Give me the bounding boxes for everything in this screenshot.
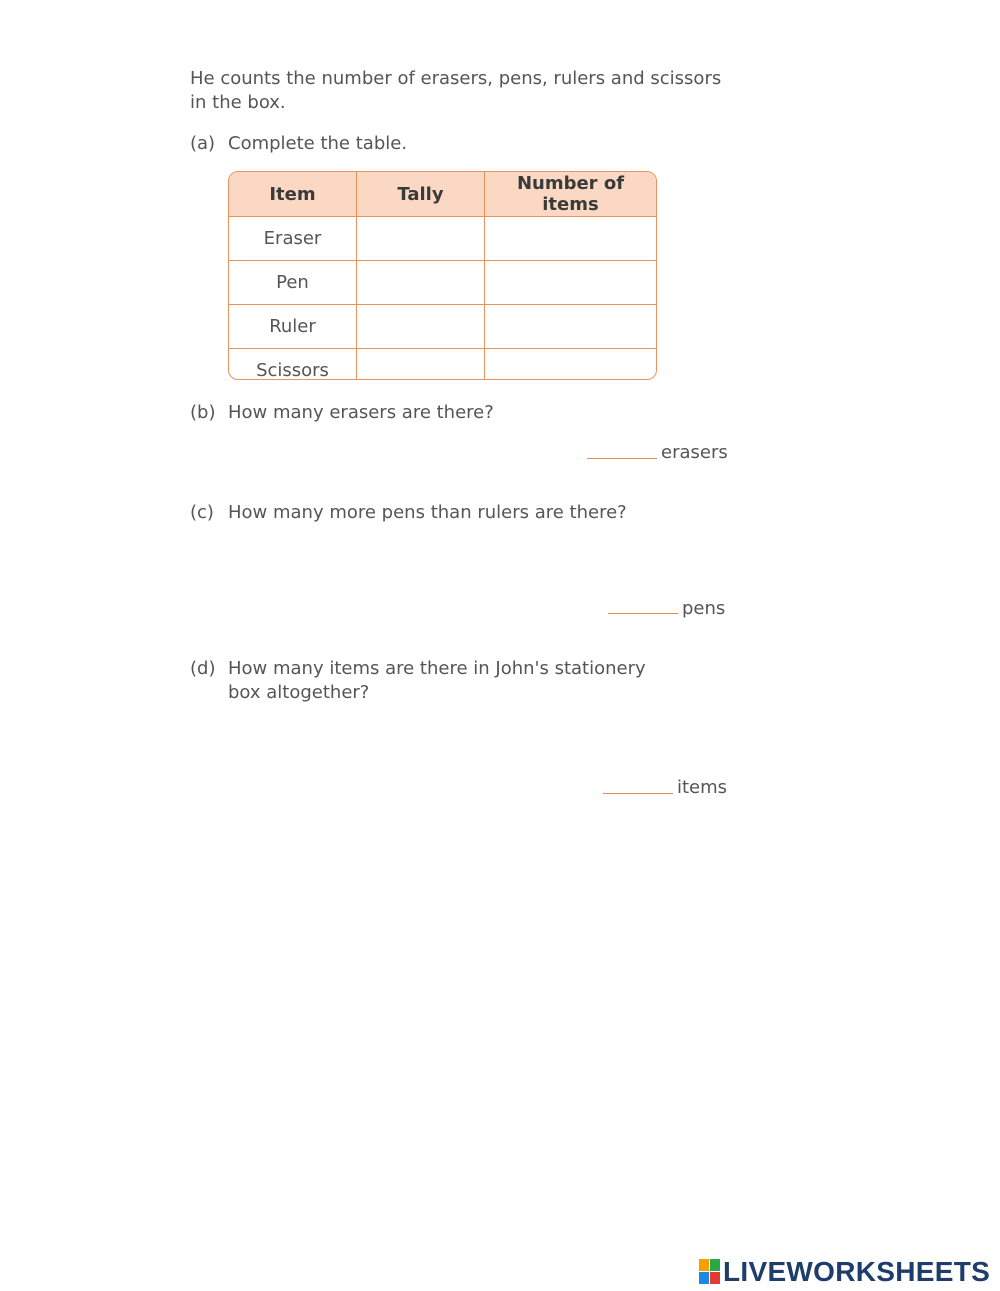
- part-b-label: (b): [190, 402, 216, 423]
- header-item: Item: [229, 172, 357, 217]
- unit-pens: pens: [682, 598, 726, 619]
- table-header-row: [229, 172, 656, 217]
- intro-text: He counts the number of erasers, pens, rulers and scissors in the box.: [190, 68, 722, 113]
- tally-cell-pen[interactable]: [357, 261, 485, 305]
- part-b-text: How many erasers are there?: [228, 402, 494, 423]
- row-item-eraser: Eraser: [229, 217, 357, 261]
- tally-cell-scissors[interactable]: [357, 349, 485, 381]
- row-item-ruler: Ruler: [229, 305, 357, 349]
- logo-text: LIVEWORKSHEETS: [723, 1256, 991, 1287]
- number-cell-ruler[interactable]: [485, 305, 657, 349]
- table-row: [229, 261, 656, 305]
- number-cell-pen[interactable]: [485, 261, 657, 305]
- liveworksheets-logo: [699, 1257, 990, 1287]
- part-a-text: Complete the table.: [228, 133, 408, 154]
- logo-blocks-icon: [699, 1259, 721, 1285]
- answer-blank-b[interactable]: [587, 458, 657, 459]
- tally-cell-ruler[interactable]: [357, 305, 485, 349]
- part-a-label: (a): [190, 133, 216, 154]
- tally-table: [228, 171, 657, 380]
- number-cell-scissors[interactable]: [485, 349, 657, 381]
- answer-blank-d[interactable]: [603, 793, 673, 794]
- part-d-text: How many items are there in John's stationery box altogether?: [228, 658, 646, 703]
- unit-items: items: [677, 777, 728, 798]
- header-tally: Tally: [357, 172, 485, 217]
- table-row: [229, 217, 656, 261]
- unit-erasers: erasers: [661, 442, 728, 463]
- answer-blank-c[interactable]: [608, 613, 678, 614]
- table-row: [229, 349, 656, 381]
- row-item-pen: Pen: [229, 261, 357, 305]
- header-number: Number of items: [485, 172, 657, 217]
- table-row: [229, 305, 656, 349]
- number-cell-eraser[interactable]: [485, 217, 657, 261]
- part-d-label: (d): [190, 658, 216, 679]
- part-c-label: (c): [190, 502, 214, 523]
- part-c-text: How many more pens than rulers are there?: [228, 502, 627, 523]
- row-item-scissors: Scissors: [229, 349, 357, 381]
- tally-cell-eraser[interactable]: [357, 217, 485, 261]
